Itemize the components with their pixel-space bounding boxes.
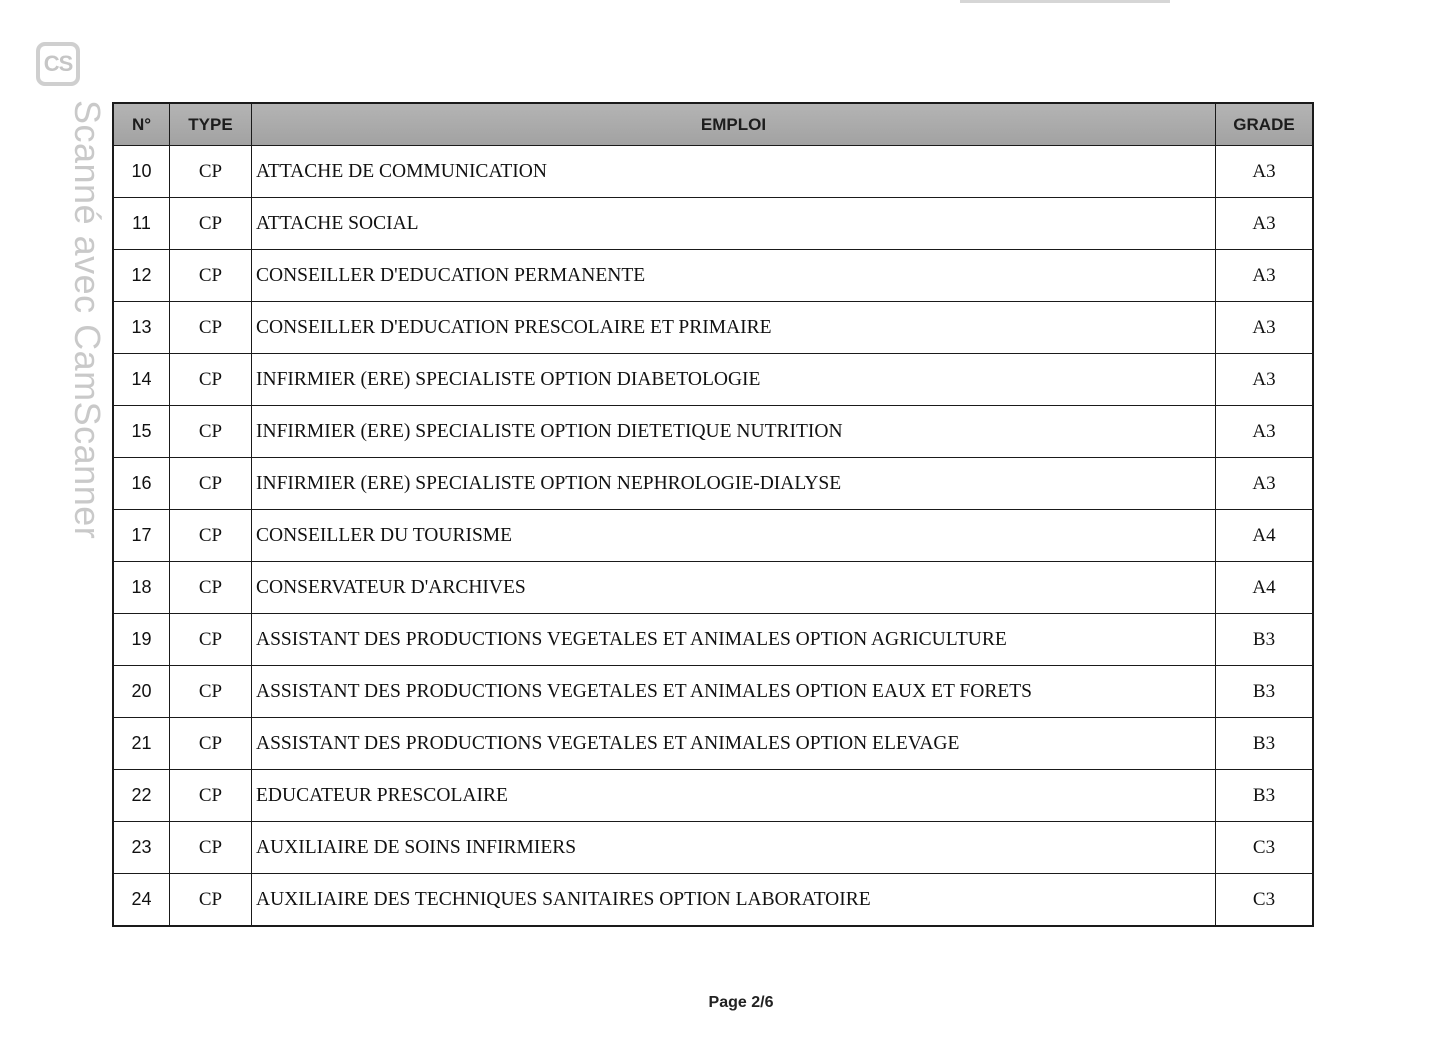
cell-no: 10	[114, 146, 170, 197]
cell-emploi: ATTACHE DE COMMUNICATION	[252, 146, 1216, 197]
cell-type: CP	[170, 718, 252, 769]
cell-grade: A3	[1252, 316, 1276, 338]
cell-emploi: AUXILIAIRE DE SOINS INFIRMIERS	[252, 822, 1216, 873]
table-row	[114, 561, 1312, 613]
cell-grade: A3	[1252, 368, 1276, 390]
page-number: Page 2/6	[708, 994, 774, 1011]
cell-no: 15	[114, 406, 170, 457]
cell-no: 20	[114, 666, 170, 717]
cell-no: 11	[114, 198, 170, 249]
cell-no: 13	[114, 302, 170, 353]
cell-emploi: CONSEILLER D'EDUCATION PRESCOLAIRE ET PRIMAIRE	[252, 302, 1216, 353]
table-row	[114, 353, 1312, 405]
header-no: N°	[114, 104, 170, 145]
table-body	[114, 145, 1312, 925]
cell-emploi: ASSISTANT DES PRODUCTIONS VEGETALES ET ANIMALES OPTION EAUX ET FORETS	[252, 666, 1216, 717]
table-row	[114, 613, 1312, 665]
cell-emploi: ASSISTANT DES PRODUCTIONS VEGETALES ET ANIMALES OPTION ELEVAGE	[252, 718, 1216, 769]
table-row	[114, 769, 1312, 821]
cell-type: CP	[170, 614, 252, 665]
cell-type: CP	[170, 198, 252, 249]
table-row	[114, 873, 1312, 925]
cell-grade: A3	[1252, 472, 1276, 494]
table-row	[114, 509, 1312, 561]
cell-grade: A3	[1252, 420, 1276, 442]
cell-emploi: CONSERVATEUR D'ARCHIVES	[252, 562, 1216, 613]
cell-grade: A4	[1252, 576, 1276, 598]
cell-grade: A3	[1252, 160, 1276, 182]
cell-type: CP	[170, 510, 252, 561]
camscanner-logo-icon: CS	[36, 42, 80, 86]
cell-type: CP	[170, 302, 252, 353]
cell-grade: A3	[1252, 264, 1276, 286]
cell-no: 24	[114, 874, 170, 925]
cell-type: CP	[170, 822, 252, 873]
table-row	[114, 145, 1312, 197]
header-grade: GRADE	[1233, 114, 1295, 134]
cell-emploi: INFIRMIER (ERE) SPECIALISTE OPTION DIETETIQUE NUTRITION	[252, 406, 1216, 457]
table-row	[114, 405, 1312, 457]
job-table	[112, 102, 1314, 927]
cell-no: 21	[114, 718, 170, 769]
table-row	[114, 665, 1312, 717]
cell-emploi: INFIRMIER (ERE) SPECIALISTE OPTION DIABETOLOGIE	[252, 354, 1216, 405]
table-row	[114, 301, 1312, 353]
table-row	[114, 717, 1312, 769]
cell-type: CP	[170, 770, 252, 821]
cell-grade: A4	[1252, 524, 1276, 546]
cell-type: CP	[170, 562, 252, 613]
cell-grade: B3	[1252, 784, 1276, 806]
cell-no: 19	[114, 614, 170, 665]
cell-no: 23	[114, 822, 170, 873]
cell-type: CP	[170, 458, 252, 509]
cell-type: CP	[170, 406, 252, 457]
cell-grade: C3	[1252, 836, 1276, 858]
cell-no: 22	[114, 770, 170, 821]
table-row	[114, 821, 1312, 873]
cell-type: CP	[170, 666, 252, 717]
table-header	[114, 104, 1312, 145]
header-type: TYPE	[170, 104, 252, 145]
cell-no: 14	[114, 354, 170, 405]
cell-emploi: CONSEILLER DU TOURISME	[252, 510, 1216, 561]
cell-no: 12	[114, 250, 170, 301]
cell-grade: B3	[1252, 680, 1276, 702]
cell-grade: B3	[1252, 628, 1276, 650]
cell-emploi: ASSISTANT DES PRODUCTIONS VEGETALES ET ANIMALES OPTION AGRICULTURE	[252, 614, 1216, 665]
cell-type: CP	[170, 354, 252, 405]
table-row	[114, 457, 1312, 509]
cell-grade: A3	[1252, 212, 1276, 234]
cell-type: CP	[170, 146, 252, 197]
header-emploi: EMPLOI	[252, 104, 1216, 145]
table-row	[114, 249, 1312, 301]
cell-emploi: AUXILIAIRE DES TECHNIQUES SANITAIRES OPTION LABORATOIRE	[252, 874, 1216, 925]
table-row	[114, 197, 1312, 249]
cell-no: 16	[114, 458, 170, 509]
page-footer	[0, 994, 1440, 1012]
cell-emploi: EDUCATEUR PRESCOLAIRE	[252, 770, 1216, 821]
cell-no: 17	[114, 510, 170, 561]
cell-type: CP	[170, 250, 252, 301]
watermark-text: Scanné avec CamScanner	[67, 100, 108, 540]
top-edge-line	[960, 0, 1170, 3]
cell-emploi: ATTACHE SOCIAL	[252, 198, 1216, 249]
cell-emploi: CONSEILLER D'EDUCATION PERMANENTE	[252, 250, 1216, 301]
cell-grade: B3	[1252, 732, 1276, 754]
cell-type: CP	[170, 874, 252, 925]
cell-grade: C3	[1252, 888, 1276, 910]
cell-emploi: INFIRMIER (ERE) SPECIALISTE OPTION NEPHROLOGIE-DIALYSE	[252, 458, 1216, 509]
cell-no: 18	[114, 562, 170, 613]
